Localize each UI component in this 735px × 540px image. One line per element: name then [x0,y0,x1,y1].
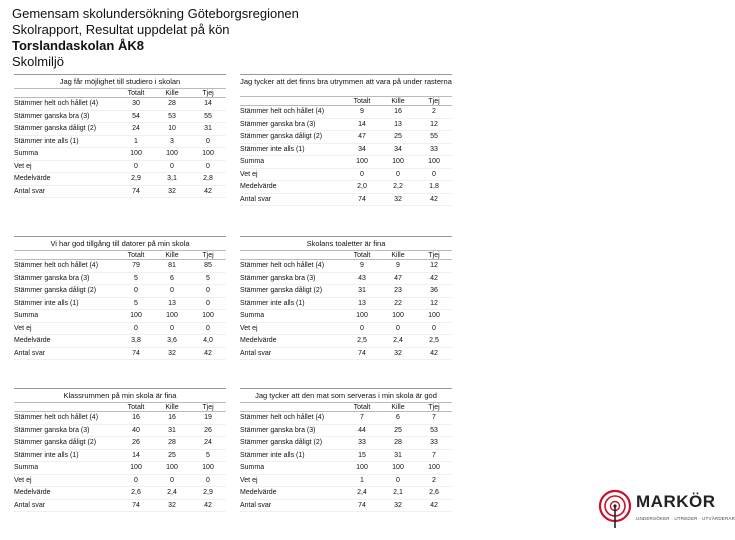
table-caption: Klassrummen på min skola är fina [14,388,226,402]
column-header: Kille [391,251,405,259]
cell-value: 100 [392,158,404,166]
table-row [14,173,226,186]
cell-value: 0 [170,162,174,170]
cell-value: 100 [202,150,214,158]
cell-value: 47 [358,133,366,141]
cell-value: 12 [430,262,438,270]
logo-tagline: UNDERSÖKER · UTREDER · UTVÄRDERAR [636,516,735,521]
table-row [240,131,452,144]
table-caption: Skolans toaletter är fina [240,236,452,250]
cell-value: 0 [206,476,210,484]
row-label: Vet ej [240,324,258,332]
row-label: Stämmer ganska bra (3) [14,426,90,434]
cell-value: 19 [204,414,212,422]
cell-value: 2,4 [393,337,403,345]
table-header [240,96,452,106]
row-label: Medelvärde [240,337,277,345]
cell-value: 22 [394,299,402,307]
column-header: Kille [391,403,405,411]
cell-value: 0 [170,476,174,484]
cell-value: 2,5 [429,337,439,345]
table-row [14,161,226,174]
cell-value: 2,6 [429,489,439,497]
cell-value: 42 [430,195,438,203]
column-header: Totalt [353,403,371,411]
table-row [14,186,226,199]
row-label: Medelvärde [240,489,277,497]
column-header: Tjej [202,251,214,259]
cell-value: 0 [396,324,400,332]
row-label: Stämmer inte alls (1) [240,145,305,153]
cell-value: 7 [432,451,436,459]
cell-value: 2,9 [131,175,141,183]
cell-value: 6 [170,274,174,282]
table-row [14,475,226,488]
column-header: Tjej [428,403,440,411]
cell-value: 47 [394,274,402,282]
table-row [14,348,226,361]
cell-value: 25 [168,451,176,459]
table-row [240,194,452,207]
cell-value: 0 [396,476,400,484]
cell-value: 42 [430,349,438,357]
cell-value: 100 [356,464,368,472]
table-row [14,98,226,111]
row-label: Stämmer helt och hållet (4) [240,414,325,422]
cell-value: 3,1 [167,175,177,183]
cell-value: 0 [432,324,436,332]
cell-value: 0 [432,170,436,178]
cell-value: 100 [130,312,142,320]
table-header [14,402,226,412]
row-label: Stämmer ganska bra (3) [240,426,316,434]
cell-value: 9 [360,108,364,116]
cell-value: 31 [168,426,176,434]
row-label: Antal svar [240,195,272,203]
table-row [14,136,226,149]
cell-value: 28 [394,439,402,447]
table-row [14,260,226,273]
table-row [240,425,452,438]
table-row [240,285,452,298]
table-row [14,412,226,425]
cell-value: 2 [432,476,436,484]
cell-value: 55 [204,112,212,120]
cell-value: 33 [430,439,438,447]
cell-value: 0 [396,170,400,178]
cell-value: 32 [394,195,402,203]
cell-value: 1,8 [429,183,439,191]
row-label: Antal svar [240,349,272,357]
table-row [240,310,452,323]
cell-value: 2,2 [393,183,403,191]
cell-value: 24 [132,125,140,133]
cell-value: 14 [132,451,140,459]
cell-value: 0 [134,324,138,332]
row-label: Stämmer ganska bra (3) [240,274,316,282]
section-title: Skolmiljö [12,54,65,69]
cell-value: 74 [358,195,366,203]
table-row [14,123,226,136]
cell-value: 74 [132,187,140,195]
cell-value: 26 [204,426,212,434]
row-label: Antal svar [14,349,46,357]
row-label: Medelvärde [14,175,51,183]
cell-value: 79 [132,262,140,270]
table-header [14,250,226,260]
column-header: Totalt [127,403,145,411]
cell-value: 53 [168,112,176,120]
table-caption: Vi har god tillgång till datorer på min skola [14,236,226,250]
table-datorer [14,236,226,360]
cell-value: 28 [168,439,176,447]
cell-value: 74 [358,501,366,509]
cell-value: 100 [356,158,368,166]
cell-value: 4,0 [203,337,213,345]
cell-value: 23 [394,287,402,295]
cell-value: 2,8 [203,175,213,183]
cell-value: 74 [132,501,140,509]
cell-value: 2 [432,108,436,116]
cell-value: 0 [134,162,138,170]
row-label: Stämmer ganska bra (3) [14,274,90,282]
table-row [240,437,452,450]
cell-value: 24 [204,439,212,447]
cell-value: 5 [134,299,138,307]
table-row [14,310,226,323]
cell-value: 42 [204,501,212,509]
cell-value: 26 [132,439,140,447]
cell-value: 0 [206,137,210,145]
cell-value: 16 [132,414,140,422]
logo-wordmark: MARKÖR [636,492,716,511]
table-row [240,119,452,132]
cell-value: 16 [394,108,402,116]
column-header: Tjej [202,89,214,97]
cell-value: 31 [394,451,402,459]
cell-value: 9 [396,262,400,270]
cell-value: 2,6 [131,489,141,497]
cell-value: 14 [204,100,212,108]
row-label: Summa [240,312,265,320]
table-row [240,475,452,488]
table-toaletter [240,236,452,360]
table-row [14,437,226,450]
cell-value: 100 [356,312,368,320]
cell-value: 5 [206,451,210,459]
cell-value: 2,5 [357,337,367,345]
cell-value: 0 [134,287,138,295]
row-label: Stämmer helt och hållet (4) [240,262,325,270]
table-skolmat [240,388,452,512]
cell-value: 1 [360,476,364,484]
column-header: Tjej [428,97,440,105]
cell-value: 42 [430,501,438,509]
cell-value: 0 [360,324,364,332]
table-row [14,285,226,298]
cell-value: 42 [204,187,212,195]
row-label: Stämmer inte alls (1) [14,451,79,459]
cell-value: 44 [358,426,366,434]
table-row [240,487,452,500]
cell-value: 33 [430,145,438,153]
cell-value: 74 [132,349,140,357]
cell-value: 43 [358,274,366,282]
table-row [240,500,452,513]
table-header [240,250,452,260]
table-header [240,402,452,412]
cell-value: 0 [206,299,210,307]
cell-value: 74 [358,349,366,357]
cell-value: 42 [204,349,212,357]
column-header: Kille [165,89,179,97]
row-label: Summa [14,150,39,158]
report-header [12,6,299,70]
table-row [240,462,452,475]
column-header: Totalt [127,251,145,259]
cell-value: 2,0 [357,183,367,191]
cell-value: 0 [170,287,174,295]
cell-value: 53 [430,426,438,434]
row-label: Stämmer ganska dåligt (2) [14,125,97,133]
row-label: Vet ej [240,476,258,484]
cell-value: 100 [166,312,178,320]
column-header: Tjej [202,403,214,411]
row-label: Summa [240,158,265,166]
table-row [240,181,452,194]
cell-value: 14 [358,120,366,128]
row-label: Vet ej [240,170,258,178]
row-label: Stämmer ganska dåligt (2) [240,439,323,447]
report-subtitle: Skolrapport, Resultat uppdelat på kön [12,22,230,37]
column-header: Totalt [353,97,371,105]
school-name: Torslandaskolan ÅK8 [12,38,144,53]
column-header: Kille [165,251,179,259]
table-caption: Jag tycker att det finns bra utrymmen att vara på under rasterna [240,74,452,96]
cell-value: 0 [206,324,210,332]
cell-value: 28 [168,100,176,108]
cell-value: 100 [428,464,440,472]
table-row [14,323,226,336]
cell-value: 100 [392,464,404,472]
table-row [240,156,452,169]
cell-value: 7 [360,414,364,422]
row-label: Vet ej [14,476,32,484]
row-label: Summa [14,464,39,472]
row-label: Medelvärde [14,489,51,497]
row-label: Vet ej [14,324,32,332]
cell-value: 85 [204,262,212,270]
row-label: Stämmer helt och hållet (4) [14,414,99,422]
row-label: Stämmer ganska dåligt (2) [14,439,97,447]
cell-value: 81 [168,262,176,270]
cell-value: 0 [134,476,138,484]
row-label: Medelvärde [14,337,51,345]
table-header [14,88,226,98]
cell-value: 1 [134,137,138,145]
cell-value: 31 [358,287,366,295]
cell-value: 0 [206,287,210,295]
table-caption: Jag tycker att den mat som serveras i min skola är god [240,388,452,402]
cell-value: 32 [168,501,176,509]
cell-value: 36 [430,287,438,295]
cell-value: 2,4 [167,489,177,497]
row-label: Stämmer ganska bra (3) [240,120,316,128]
row-label: Antal svar [14,501,46,509]
cell-value: 100 [130,464,142,472]
row-label: Stämmer ganska dåligt (2) [240,287,323,295]
cell-value: 2,4 [357,489,367,497]
cell-value: 2,9 [203,489,213,497]
row-label: Stämmer inte alls (1) [240,451,305,459]
row-label: Stämmer helt och hållet (4) [240,108,325,116]
cell-value: 100 [428,312,440,320]
cell-value: 42 [430,274,438,282]
table-caption: Jag får möjlighet till studiero i skolan [14,74,226,88]
cell-value: 25 [394,133,402,141]
cell-value: 5 [134,274,138,282]
table-row [14,500,226,513]
table-row [240,412,452,425]
row-label: Summa [240,464,265,472]
column-header: Totalt [353,251,371,259]
row-label: Stämmer ganska dåligt (2) [240,133,323,141]
cell-value: 33 [358,439,366,447]
cell-value: 16 [168,414,176,422]
cell-value: 34 [394,145,402,153]
cell-value: 12 [430,299,438,307]
table-row [14,273,226,286]
column-header: Kille [165,403,179,411]
column-header: Tjej [428,251,440,259]
cell-value: 32 [394,501,402,509]
table-row [240,323,452,336]
cell-value: 34 [358,145,366,153]
cell-value: 9 [360,262,364,270]
cell-value: 3,6 [167,337,177,345]
table-utrymmen-raster [240,74,452,206]
cell-value: 13 [168,299,176,307]
table-row [240,273,452,286]
table-row [240,169,452,182]
cell-value: 40 [132,426,140,434]
cell-value: 31 [204,125,212,133]
table-klassrum [14,388,226,512]
cell-value: 6 [396,414,400,422]
row-label: Stämmer ganska bra (3) [14,112,90,120]
row-label: Stämmer inte alls (1) [14,299,79,307]
markor-logo [596,490,735,532]
cell-value: 100 [392,312,404,320]
cell-value: 32 [168,187,176,195]
survey-title: Gemensam skolundersökning Göteborgsregionen [12,6,299,21]
row-label: Stämmer helt och hållet (4) [14,262,99,270]
table-row [240,260,452,273]
cell-value: 0 [360,170,364,178]
row-label: Summa [14,312,39,320]
table-row [240,106,452,119]
table-row [14,148,226,161]
table-row [14,450,226,463]
table-row [240,348,452,361]
cell-value: 0 [206,162,210,170]
cell-value: 2,1 [393,489,403,497]
cell-value: 3,8 [131,337,141,345]
cell-value: 100 [428,158,440,166]
column-header: Totalt [127,89,145,97]
cell-value: 100 [202,464,214,472]
cell-value: 13 [358,299,366,307]
cell-value: 15 [358,451,366,459]
cell-value: 100 [166,150,178,158]
table-row [240,450,452,463]
row-label: Stämmer inte alls (1) [14,137,79,145]
cell-value: 13 [394,120,402,128]
cell-value: 55 [430,133,438,141]
table-row [14,335,226,348]
table-row [14,111,226,124]
cell-value: 32 [394,349,402,357]
table-row [14,487,226,500]
row-label: Medelvärde [240,183,277,191]
cell-value: 10 [168,125,176,133]
table-row [240,335,452,348]
table-row [240,298,452,311]
cell-value: 0 [170,324,174,332]
target-pin-icon [598,490,632,530]
cell-value: 25 [394,426,402,434]
table-row [14,298,226,311]
cell-value: 3 [170,137,174,145]
row-label: Stämmer ganska dåligt (2) [14,287,97,295]
cell-value: 100 [130,150,142,158]
row-label: Antal svar [240,501,272,509]
table-studiero [14,74,226,198]
cell-value: 100 [202,312,214,320]
cell-value: 54 [132,112,140,120]
cell-value: 100 [166,464,178,472]
table-row [240,144,452,157]
column-header: Kille [391,97,405,105]
cell-value: 30 [132,100,140,108]
row-label: Vet ej [14,162,32,170]
row-label: Antal svar [14,187,46,195]
table-row [14,462,226,475]
cell-value: 12 [430,120,438,128]
cell-value: 5 [206,274,210,282]
table-row [14,425,226,438]
cell-value: 32 [168,349,176,357]
row-label: Stämmer helt och hållet (4) [14,100,99,108]
row-label: Stämmer inte alls (1) [240,299,305,307]
cell-value: 7 [432,414,436,422]
